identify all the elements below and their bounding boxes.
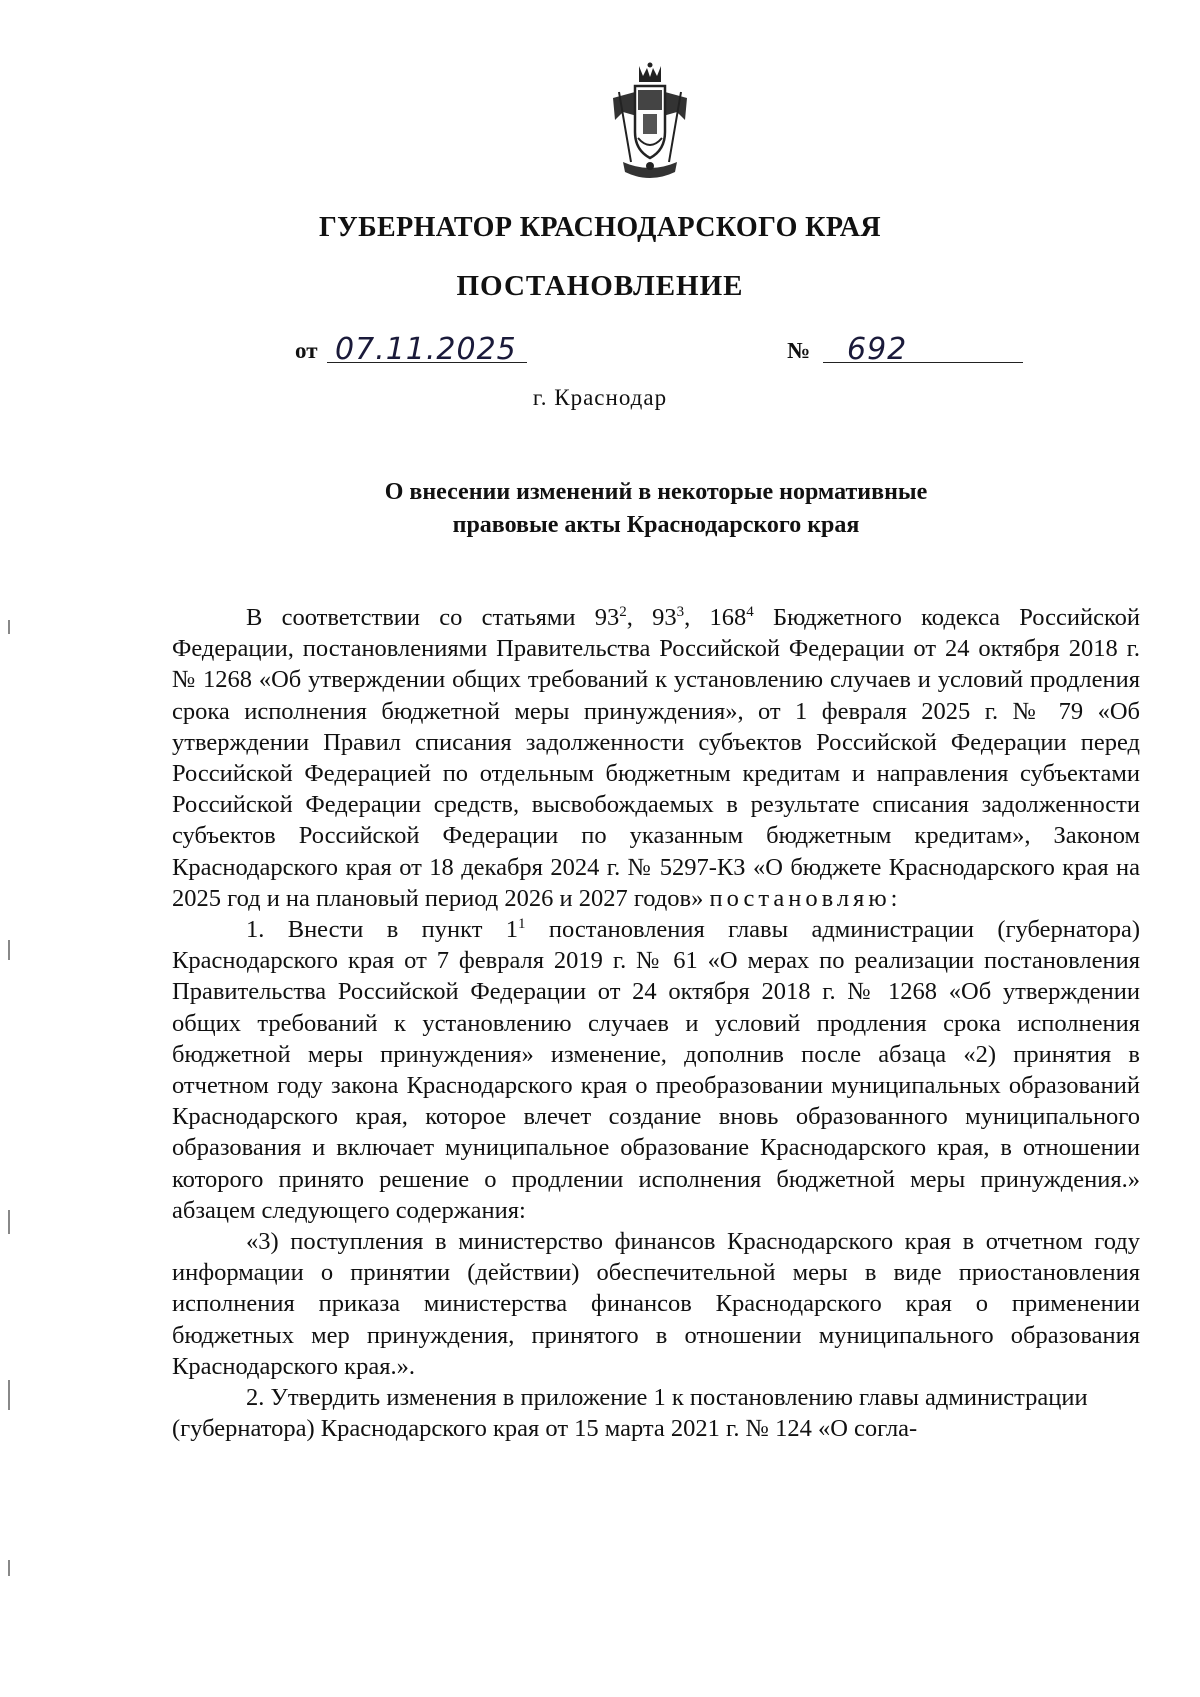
issuing-authority: ГУБЕРНАТОР КРАСНОДАРСКОГО КРАЯ bbox=[318, 212, 882, 243]
paragraph-item-2: 2. Утвердить изменения в приложение 1 к постановлению главы администрации (губернатора) Краснодарского края от 15 марта 2021 г. № 124 «О согла- bbox=[172, 1384, 1088, 1443]
number-prefix: № bbox=[787, 338, 811, 363]
date-prefix: от bbox=[295, 338, 318, 363]
paragraph-item-1-quote: «3) поступления в министерство финансов Краснодарского края в отчетном году информации о принятии (действии) обеспечительной меры в виде приостановления исполнения приказа министерства финансов Краснодарского края о применении бюджетных мер принуждения, принятого в отношении муниципального образования Краснодарского края.». bbox=[172, 1228, 1140, 1380]
document-title bbox=[0, 476, 1200, 542]
city: г. Краснодар bbox=[532, 385, 668, 410]
title-line-1: О внесении изменений в некоторые нормативные bbox=[384, 479, 928, 505]
paragraph-item-1: 1. Внести в пункт $1^1$ постановления главы администрации (губернатора) Краснодарского края от 7 февраля 2019 г. № 61 «О мерах по реализации постановления Правительства Российской Федерации от 24 октября 2018 г. № 1268 «Об утверждении общих требований к установлению случаев и условий продления срока исполнения бюджетной меры принуждения» изменение, дополнив после абзаца «2) принятия в отчетном году закона Краснодарского края о преобразовании муниципальных образований Краснодарского края, которое влечет создание вновь образованного муниципального образования и включает муниципальное образование Краснодарского края, в отношении которого принято решение о продлении исполнения бюджетной меры принуждения.» абзацем следующего содержания: bbox=[172, 916, 1140, 1224]
paragraph-preamble: В соответствии со статьями $93^2$, $93^3$, $168^4$ Бюджетного кодекса Российской Федерации, постановлениями Правительства Российской Федерации от 24 октября 2018 г. № 1268 «Об утверждении общих требований к установлению случаев и условий продления срока исполнения бюджетной меры принуждения», от 1 февраля 2025 г. № 79 «Об утверждении Правил списания задолженности субъектов Российской Федерации перед Российской Федерацией по отдельным бюджетным кредитам и направления субъектами Российской Федерации средств, высвобождаемых в результате списания задолженности субъектов Российской Федерации по указанным бюджетным кредитам», Законом Краснодарского края от 18 декабря 2024 г. № 5297-КЗ «О бюджете Краснодарского края на 2025 год и на плановый период 2026 и 2027 годов» постановляю: bbox=[172, 604, 1140, 912]
scan-edge-mark bbox=[8, 1380, 10, 1410]
scan-edge-mark bbox=[8, 1210, 10, 1234]
handwritten-date: 07.11.2025 bbox=[335, 332, 517, 367]
date-number-row bbox=[295, 332, 1035, 372]
handwritten-number: 692 bbox=[847, 332, 908, 367]
document-type: ПОСТАНОВЛЕНИЕ bbox=[456, 270, 744, 302]
title-line-2: правовые акты Краснодарского края bbox=[452, 512, 860, 538]
scan-edge-mark bbox=[8, 620, 10, 634]
coat-of-arms-icon bbox=[605, 62, 695, 186]
resolve-verb: постановляю: bbox=[709, 884, 902, 912]
scan-edge-mark bbox=[8, 940, 10, 960]
document-body bbox=[172, 602, 1140, 1444]
scan-edge-mark bbox=[8, 1560, 10, 1576]
